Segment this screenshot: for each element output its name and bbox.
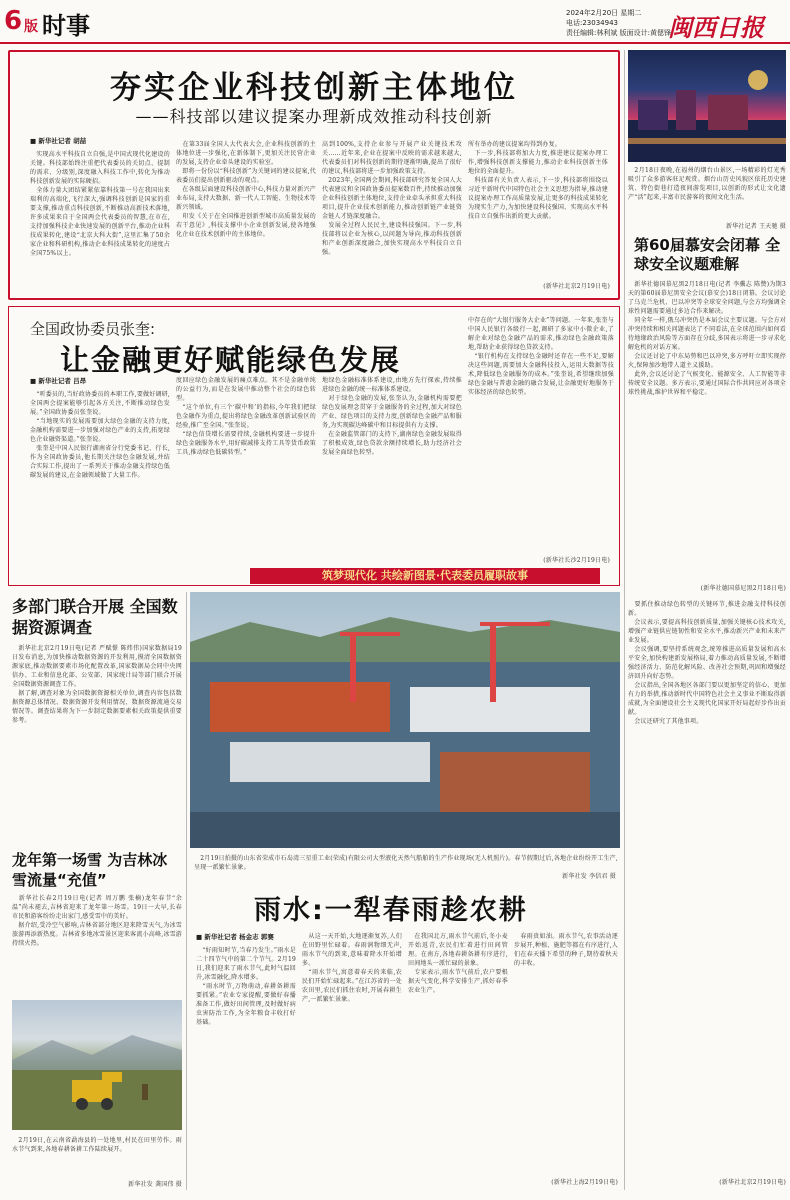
page-number: 6 <box>4 6 23 36</box>
munich-body: 新华社德国慕尼黑2月18日电(记者 李骥志 陈赞)为期3天的第60届慕尼黑安全会议(慕安会)18日闭幕。会议讨论了乌克兰危机、巴以冲突等全球安全问题,与会方均强调全球性问题需要通过多边合作来解决。 同全年一样,俄乌冲突仍是本届会议主要议题。与会方对冲突持续和相关问题表达了不同看法,在全球范围内如何看待地缘政治风险等方面存在分歧,多国表示将进一步寻求化解危机的对话方案。 会议还讨论了中东局势和巴以冲突,多方呼吁立即实现停火,保障加沙地带人道主义援助。 此外,会议还讨论了气候变化、能源安全、人工智能等非传统安全议题。多方表示,要通过国际合作共同应对各项全球性挑战,维护世界和平稳定。 <box>628 281 786 396</box>
zhang-col-4: 中存在的“大银行服务大企业”等问题。一年来,张奎与中国人民银行各级行一起,调研了多家中小微企业,了解企业对绿色金融产品的需求,推动绿色金融政策落地,帮助企业获得绿色贷款支持。 “银行机构在支持绿色金融时还存在一些不足,要解决这些问题,需要加大金融科技投入,运用大数据等技术,降低绿色金融服务的成本。”张奎说,希望继续加强绿色金融与普惠金融的融合发展,让金融更好地服务于实体经济的绿色转型。 <box>468 317 614 396</box>
munich-headline: 第60届慕安会闭幕 全球安全议题难解 <box>634 236 781 273</box>
rain-dateline: (新华社上海2月19日电) <box>551 1179 618 1186</box>
lead-col-4: 所有举办的建议提案均得到办复。 下一步,科技部将加大力度,推进建议提案办理工作,增强科技创新支撑能力,推动企业科技创新主体地位的全面提升。 科技部有关负责人表示,下一步,科技部将围绕以习近平新时代中国特色社会主义思想为指导,推动建议提案办理工作高质量发展,让更多的科技成果转化为现实生产力,为加快建设科技强国、实现高水平科技自立自强作出新的更大贡献。 <box>468 141 608 220</box>
rain-col-3: 在我国北方,雨水节气前后,冬小麦开始返青,农民们忙着进行田间管理。在南方,各地春耕备耕有序进行,田间地头一派忙碌的景象。 专家表示,雨水节气前后,农户要根据天气变化,科学安排生产,抓好春季农业生产。 <box>408 933 508 994</box>
snow-headline: 龙年第一场雪 为吉林冰雪流量“充值” <box>12 851 168 889</box>
farm-photo <box>12 1000 182 1130</box>
editor-credits: 责任编辑:林利斌 版面设计:黄偲锋 <box>566 29 671 37</box>
shipyard-photo <box>190 592 620 848</box>
zhang-col-2: 度回应绿色金融发展的痛点难点。其不是金融单纯的公益行为,而是在发展中推动整个社会的绿色转型。 “这个单位,有三个‘碳中和’的指标,今年我们把绿色金融作为重点,提出将绿色金融改革创新试验区的经验,推广至全国。”张奎说。 “绿色信贷增长需要持续,金融机构要进一步提升绿色金融服务水平,用好碳减排支持工具等货币政策工具,推动绿色低碳转型。” <box>176 377 316 456</box>
farm-scene-graphic <box>12 1000 182 1130</box>
lead-dateline: (新华社北京2月19日电) <box>543 283 610 290</box>
masthead <box>0 0 790 44</box>
section-banner: 筑梦现代化 共绘新图景·代表委员履职故事 <box>250 568 600 584</box>
farm-photo-credit: 新华社发 龚国伟 摄 <box>128 1181 182 1188</box>
rain-byline: ■ 新华社记者 杨金志 郭赛 <box>196 933 274 941</box>
right-long-dateline: (新华社北京2月19日电) <box>719 1179 786 1186</box>
rain-col-1: “好雨知时节,当春乃发生。”雨水是二十四节气中的第二个节气。2月19日,我们迎来了雨水节气,此时气温回升,冰雪融化,降水增多。 “雨水时节,万物萌动,春耕备耕需要抓紧。”农业专家提醒,要做好春播准备工作,做好田间管理,及时做好病虫害防治工作,为全年粮食丰收打好基础。 <box>196 947 296 1026</box>
lead-headline: 夯实企业科技创新主体地位 <box>110 70 518 106</box>
header-rule <box>0 42 790 44</box>
rain-col-4: 春雨贵如油。雨水节气,农事活动逐步展开,种植、施肥等都在有序进行,人们在春天播下希望的种子,期待着秋天的丰收。 <box>514 933 618 967</box>
night-photo <box>628 50 786 162</box>
lead-col-2: 在第33届全国人大代表大会,企业科技创新的主体地位进一步强化,在新体制下,更加关注民营企业的发展,支持企业牵头建设的实验室。 即将一份份以“科技创新”为关键词的建议提案,代表委员们提出创新驱动的观点。 在各级层面建设科技创新中心,科技力量对新兴产业布局,支持大数据、新一代人工智能、生物技术等新兴领域。 印发《关于在全国推进创新型城市高质量发展的若干意见》,科技支撑中小企业创新发展,使各地强化企业在技术创新中的主体地位。 <box>176 141 316 238</box>
right-divider <box>624 50 625 1190</box>
lead-col-3: 高到100%,支持企业参与开展产业关键技术攻关……近年来,企业在提案中反映的需求越来越大,代表委员们对科技创新的期待逐渐明确,提出了很好的建议,科技部将进一步加强政策支持。 2023年,全国两会期间,科技部研究答复全国人大代表建议和全国政协委员提案数百件,持续推动加强企业科技创新主体地位,支持企业牵头承担重大科技项目,提升企业技术创新能力,推动创新链产业链资金链人才链深度融合。 发展全过程人民民主,建设科技强国。下一步,科技部将以企业为核心,以问题为导向,推动科技创新和产业创新深度融合,加快实现高水平科技自立自强。 <box>322 141 462 256</box>
rain-col-2: 从这一天开始,大地逐渐复苏,人们在田野里忙碌着。春雨润物细无声,雨水节气的到来,意味着降水开始增多。 “雨水节气,寓意着春天的来临,农民们开始忙碌起来。”在江苏省的一处农田里,农民们抓住农时,开展春耕生产,一派繁忙景象。 <box>302 933 402 1003</box>
zhang-col-3: 地绿色金融标准体系建设,由地方先行探索,持续推进绿色金融的统一标准体系建设。 对于绿色金融的发展,张奎认为,金融机构需要把绿色发展理念贯穿于金融服务的全过程,加大对绿色产业、绿色项目的支持力度,创新绿色金融产品和服务,为实现碳达峰碳中和目标提供有力支撑。 在金融监管部门的支持下,湖南绿色金融发展取得了积极成效,绿色贷款余额持续增长,助力经济社会发展全面绿色转型。 <box>322 377 462 456</box>
munich-dateline: (新华社德国慕尼黑2月18日电) <box>700 585 786 592</box>
shipyard-scene-graphic <box>190 592 620 848</box>
issue-date: 2024年2月20日 星期二 <box>566 9 642 17</box>
lead-subtitle: ——科技部以建议提案办理新成效推动科技创新 <box>135 107 493 126</box>
farm-photo-caption: 2月19日,在云南省勐海县的一处地里,村民在田里劳作。雨水节气到来,各地春耕备耕工作陆续展开。 <box>12 1137 182 1153</box>
page-unit: 版 <box>24 19 38 35</box>
right-long-body: 要抓住推动绿色转型的关键环节,推进金融支持科技创新。 会议表示,要提高科技创新质量,加强关键核心技术攻关,增强产业链供应链韧性和安全水平,推动新兴产业和未来产业发展。 会议强调,要坚持系统观念,统筹推进高质量发展和高水平安全,加快构建新发展格局,着力推动高质量发展,不断增强经济活力、防范化解风险、改善社会预期,巩固和增强经济回升向好态势。 会议指出,全国各地区各部门要以更加坚定的信心、更加有力的举措,推动新时代中国特色社会主义事业不断取得新成就,为全面建设社会主义现代化国家开好局起好步作出贡献。 会议还研究了其他事项。 <box>628 601 786 725</box>
lead-byline: ■ 新华社记者 胡喆 <box>30 137 87 145</box>
zhang-dateline: (新华社长沙2月19日电) <box>543 557 610 564</box>
zhang-headline: 让金融更好赋能绿色发展 <box>60 343 402 377</box>
phone: 电话:23034943 <box>566 19 618 27</box>
rain-headline: 雨水:一犁春雨趁农耕 <box>254 895 528 926</box>
newspaper-logo: 闽西日报 <box>668 14 764 42</box>
night-photo-caption: 2月18日夜晚,在福州的烟台山景区,一场精彩的灯光秀吸引了众多游客驻足观赏。烟台山历史风貌区依托历史建筑、特色街巷打造夜间游览项目,以创新的形式让文化遗产“活”起来,丰富市民游客的夜间文化生活。 <box>628 167 786 201</box>
night-scene-graphic <box>628 50 786 162</box>
night-photo-credit: 新华社记者 王天驰 摄 <box>725 223 786 230</box>
zhang-byline: ■ 新华社记者 吕昂 <box>30 377 87 385</box>
section-title: 时事 <box>42 12 90 40</box>
left-divider <box>186 592 187 1190</box>
survey-headline: 多部门联合开展 全国数据资源调查 <box>12 597 178 637</box>
zhang-col-1: “听委员的,当好政协委员的本职工作,要做好调研,全国两会提案能够引起各方关注,不断推动绿色发展。”全国政协委员张奎说。 “当地现实的发展需要加大绿色金融的支持力度,金融机构需要进一步加强对绿色产业的支持,拓宽绿色企业融资渠道。”张奎说。 张奎是中国人民银行湖南省分行党委书记、行长,作为全国政协委员,他长期关注绿色金融发展,并结合实际工作,提出了一系列关于推动金融支持绿色低碳发展的建议,在金融领域做了大量工作。 <box>30 391 170 479</box>
survey-body: 新华社北京2月19日电(记者 严赋憬 陈炜伟)国家数据局19日发布消息,为加快推动数据资源的开发利用,摸清全国数据资源家底,推动数据要素市场化配置改革,国家数据局会同中央网信办、工业和信息化部、公安部、国家统计局等部门联合开展全国数据资源调查工作。 据了解,调查对象为全国数据资源相关单位,调查内容包括数据资源总体情况、数据资源开发利用情况、数据资源流通交易情况等。调查结果将为下一步制定数据要素相关政策提供重要参考。 <box>12 645 182 724</box>
shipyard-caption: 2月19日拍摄的山东省荣成市石岛湾三星重工业(荣成)有限公司大型液化天然气船舶的生产作业现场(无人机照片)。春节假期过后,各地企业纷纷开工生产,呈现一派繁忙景象。 <box>194 855 618 871</box>
snow-body: 新华社长春2月19日电(记者 周万鹏 张楠)龙年春节“余温”尚未褪去,吉林省迎来了龙年第一场雪。19日一大早,长春市民和游客纷纷走出家门,感受雪中的美好。 据介绍,受冷空气影响,吉林省部分地区迎来降雪天气,为冰雪旅游再添新热度。吉林省多地冰雪景区迎来客流小高峰,冰雪游持续火热。 <box>12 895 182 947</box>
lead-col-1: 实现高水平科技自立自强,是中国式现代化建设的关键。科技部始终注重把代表委员的关切点、提制的需求、分级别,深度融入科技工作中,转化为推动科技创新发展的实际硬招。 全体力量大团结紧紧依靠科技第一号在我国出来瑞利的高端化,飞行深大,强调科技创新是国家的重要支撑,推动重点科技创新,不断推动高新技术落地,许多成果来自于全国两会代表委员的智慧,在市在,支持加强科技企业快速发展的创新平台,推动企业科技成果转化,建设“北京大科大街”,这里汇集了50余家企业和科研机构,推动企业科技成果转化的速度占全国75%以上。 <box>30 151 170 257</box>
zhang-kicker: 全国政协委员张奎: <box>30 320 156 338</box>
shipyard-credit: 新华社发 李信君 摄 <box>562 873 616 880</box>
